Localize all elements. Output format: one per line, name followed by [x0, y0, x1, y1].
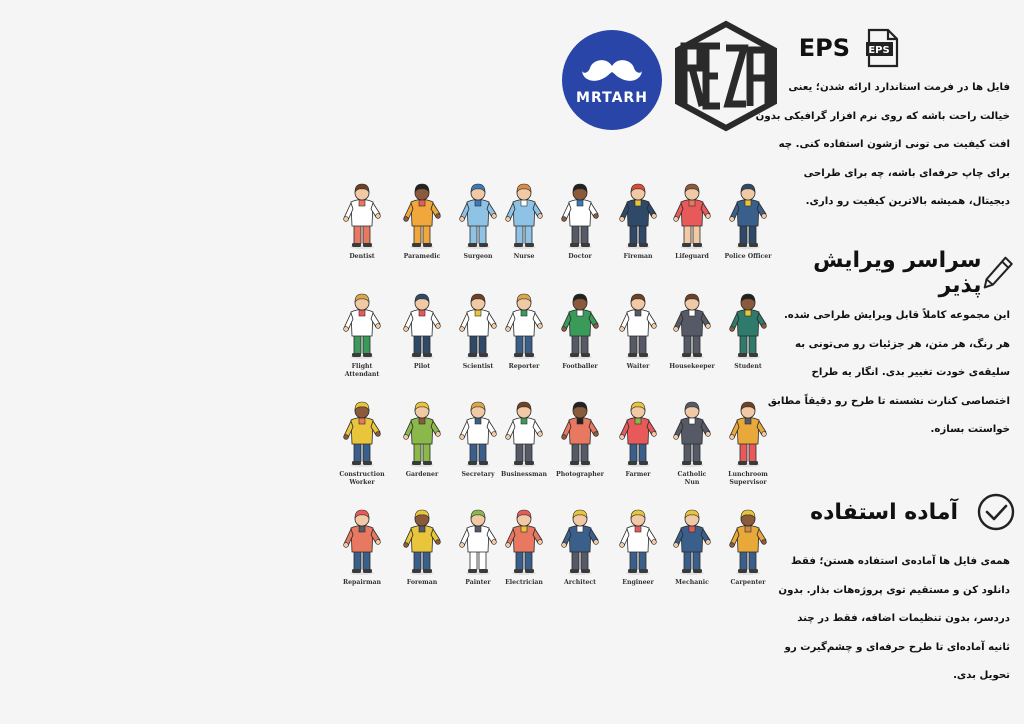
section-body-eps — [756, 74, 1010, 217]
character-illustration — [398, 398, 446, 468]
character-card — [552, 506, 608, 587]
character-grid — [334, 180, 774, 600]
check-circle-icon — [976, 492, 1016, 532]
body-line: اختصاصی کنارت نشسته تا طرح رو دقیقاً مطابق — [767, 395, 1010, 407]
character-label: Mechanic — [675, 579, 709, 586]
character-illustration — [668, 180, 716, 250]
character-illustration — [500, 180, 548, 250]
character-label: Police Officer — [724, 253, 772, 260]
character-illustration — [614, 398, 662, 468]
character-label: Paramedic — [403, 253, 441, 260]
character-card — [664, 290, 720, 371]
character-card — [610, 180, 666, 261]
character-illustration — [724, 398, 772, 468]
character-illustration — [668, 290, 716, 360]
character-label: Farmer — [625, 471, 651, 478]
character-label: Housekeeper — [669, 363, 715, 370]
character-label: Lifeguard — [675, 253, 709, 260]
body-line: خیالت راحت باشه که روی نرم افزار گرافیکی بدون — [755, 110, 1010, 122]
character-card — [664, 180, 720, 261]
character-label: Footballer — [562, 363, 598, 370]
body-line: تحویل بدی. — [953, 670, 1010, 681]
character-card — [610, 506, 666, 587]
section-title: EPS — [798, 34, 850, 62]
character-illustration — [398, 290, 446, 360]
body-line: همه‌ی فایل ها آماده‌ی استفاده هستن؛ فقط — [790, 556, 1010, 567]
character-illustration — [454, 398, 502, 468]
character-illustration — [338, 290, 386, 360]
character-illustration — [556, 506, 604, 576]
character-label: Engineer — [622, 579, 654, 586]
character-label: Student — [734, 363, 762, 370]
character-label: Dentist — [349, 253, 375, 260]
body-line: ثانیه آماده‌ای تا طرح حرفه‌ای و چشم‌گیرت رو — [784, 641, 1010, 653]
character-illustration — [614, 506, 662, 576]
character-illustration — [724, 290, 772, 360]
body-line: هر رنگ، هر متن، هر جزئیات رو می‌تونی به — [795, 338, 1010, 350]
character-label: Businessman — [500, 471, 548, 478]
character-label: Carpenter — [730, 579, 766, 586]
character-card — [496, 398, 552, 479]
character-label: Nurse — [513, 253, 535, 260]
character-card — [664, 506, 720, 587]
character-illustration — [668, 506, 716, 576]
body-line: افت کیفیت می تونی ازشون استفاده کنی. چه — [778, 139, 1010, 150]
character-label: Electrician — [505, 579, 543, 586]
character-card — [394, 506, 450, 587]
section-body-editable — [768, 302, 1010, 445]
character-card — [720, 506, 776, 587]
character-label: Gardener — [405, 471, 439, 478]
character-card — [610, 290, 666, 371]
mustache-icon — [582, 58, 642, 86]
character-card — [334, 290, 390, 378]
character-illustration — [454, 290, 502, 360]
character-illustration — [556, 398, 604, 468]
editable-header — [784, 248, 1014, 298]
eps-file-icon — [866, 28, 900, 68]
pencil-icon — [982, 253, 1014, 293]
character-label: Surgeon — [463, 253, 493, 260]
character-label: Secretary — [461, 471, 495, 478]
character-label: Architect — [563, 579, 597, 586]
character-card — [334, 180, 390, 261]
body-line: سلیقه‌ی خودت تغییر بدی. انگار یه طراح — [811, 367, 1010, 378]
character-label: Scientist — [462, 363, 494, 370]
character-label: Doctor — [568, 253, 592, 260]
character-illustration — [668, 398, 716, 468]
eps-header — [799, 28, 900, 68]
mrtarh-logo — [562, 30, 662, 130]
character-label: Painter — [465, 579, 491, 586]
body-line: فایل ها در فرمت استاندارد ارائه شدن؛ یعنی — [788, 82, 1010, 93]
mrtarh-text: MRTARH — [576, 90, 648, 106]
character-illustration — [398, 180, 446, 250]
character-card — [552, 398, 608, 479]
body-line: این مجموعه کاملاً قابل ویرایش طراحی شده. — [783, 310, 1010, 321]
body-line: دیجیتال، همیشه بالاترین کیفیت رو داری. — [805, 196, 1010, 207]
character-illustration — [500, 290, 548, 360]
character-illustration — [454, 180, 502, 250]
section-title: آماده استفاده — [810, 499, 958, 525]
character-card — [334, 398, 390, 486]
body-line: خواستت بسازه. — [930, 424, 1010, 435]
character-label: Flight Attendant — [344, 363, 380, 378]
character-illustration — [500, 398, 548, 468]
character-card — [664, 398, 720, 486]
character-card — [496, 290, 552, 371]
character-card — [394, 180, 450, 261]
body-line: برای چاپ حرفه‌ای باشه، چه برای طراحی — [803, 167, 1010, 179]
character-card — [496, 506, 552, 587]
character-illustration — [724, 506, 772, 576]
character-illustration — [500, 506, 548, 576]
character-label: Construction Worker — [339, 471, 385, 486]
character-label: Pilot — [413, 363, 431, 370]
character-illustration — [338, 180, 386, 250]
character-card — [394, 290, 450, 371]
character-illustration — [398, 506, 446, 576]
character-card — [334, 506, 390, 587]
character-label: Lunchroom Supervisor — [728, 471, 768, 486]
character-label: Repairman — [342, 579, 382, 586]
character-card — [610, 398, 666, 479]
character-card — [552, 290, 608, 371]
character-label: Reporter — [508, 363, 540, 370]
character-illustration — [338, 398, 386, 468]
character-illustration — [556, 290, 604, 360]
ready-header — [810, 492, 1016, 532]
character-illustration — [614, 180, 662, 250]
character-card — [496, 180, 552, 261]
body-line: دردسر، بدون تنظیمات اضافه، فقط در چند — [797, 613, 1010, 624]
character-illustration — [338, 506, 386, 576]
section-body-ready — [778, 548, 1010, 691]
character-illustration — [556, 180, 604, 250]
character-label: Fireman — [623, 253, 653, 260]
eps-icon-text: EPS — [868, 45, 890, 56]
character-label: Catholic Nun — [677, 471, 707, 486]
section-title: سراسر ویرایش پذیر — [813, 248, 982, 298]
character-card — [394, 398, 450, 479]
character-label: Waiter — [626, 363, 650, 370]
character-label: Photographer — [556, 471, 604, 478]
character-illustration — [614, 290, 662, 360]
body-line: دانلود کن و مستقیم توی پروژه‌هات بذار. بدون — [778, 584, 1010, 596]
character-card — [552, 180, 608, 261]
character-label: Foreman — [406, 579, 438, 586]
character-illustration — [454, 506, 502, 576]
